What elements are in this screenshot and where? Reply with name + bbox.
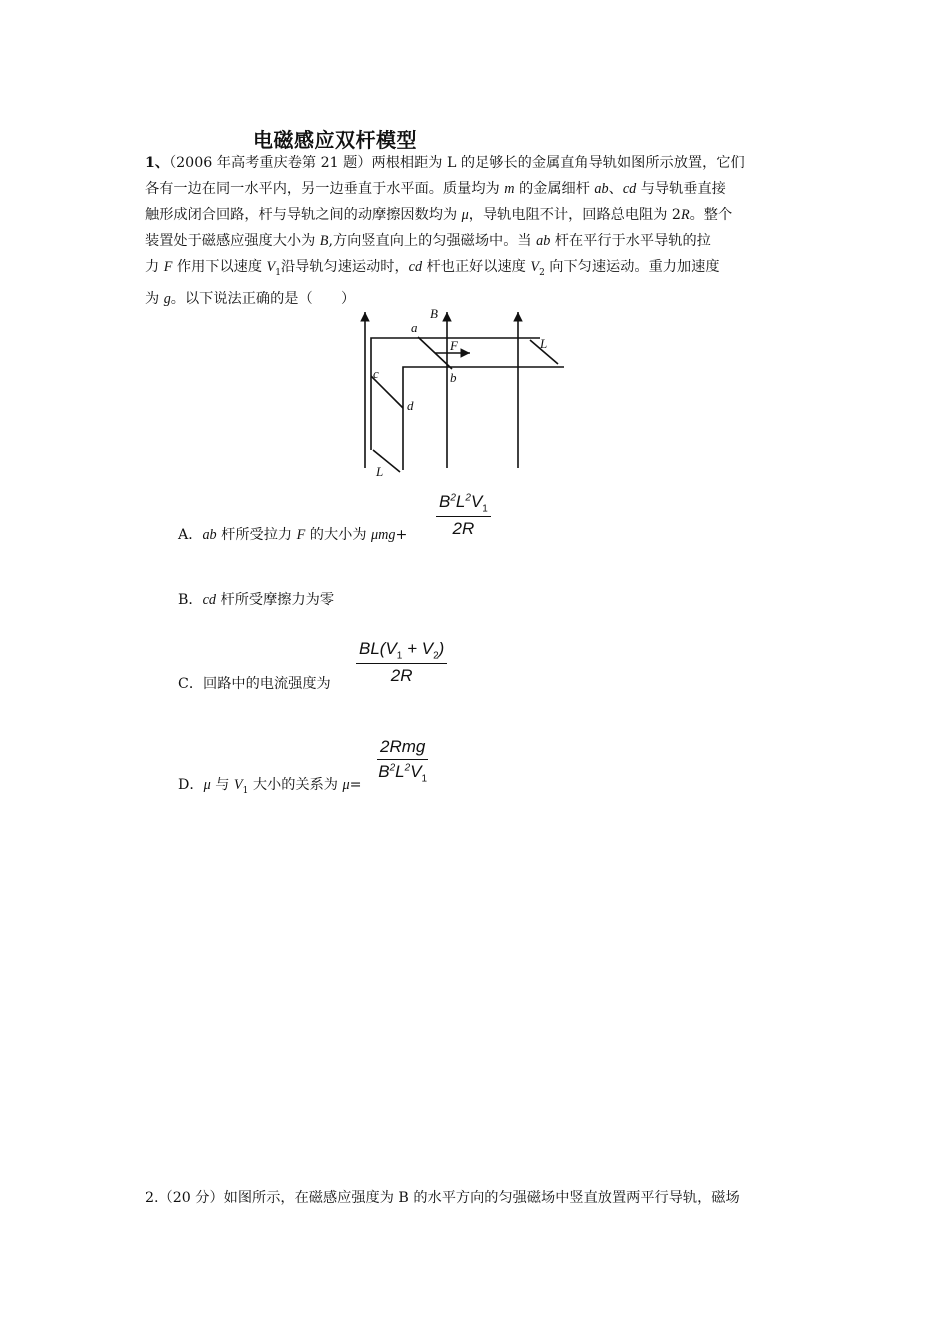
q1-line-1: 1、（2006 年高考重庆卷第 21 题）两根相距为 L 的足够长的金属直角导轨如图所示放置，它们 xyxy=(145,155,745,171)
question-1-stem xyxy=(145,150,810,312)
label-d: d xyxy=(407,398,414,413)
label-b: b xyxy=(450,370,457,385)
option-d: D．μ 与 $V_1$ 大小的关系为 μ= xyxy=(178,777,362,796)
rails-figure xyxy=(340,300,580,485)
option-b: B．cd 杆所受摩擦力为零 xyxy=(178,592,335,608)
label-a: a xyxy=(411,320,418,335)
option-c-prefix: C． xyxy=(178,676,204,692)
option-b-prefix: B． xyxy=(178,592,203,608)
option-a-fraction xyxy=(436,492,491,539)
label-f: F xyxy=(450,338,458,353)
option-a: A．ab 杆所受拉力 F 的大小为 μmg+ xyxy=(178,527,408,543)
option-d-prefix: D． xyxy=(178,777,204,793)
option-c xyxy=(178,673,331,693)
option-c-fraction xyxy=(356,639,447,686)
option-c-denominator: 2R xyxy=(390,666,413,686)
q1-line-5: 力 F 作用下以速度 $V_1$沿导轨匀速运动时，cd 杆也正好以速度 $V_2$ 向下匀速运动。重力加速度 xyxy=(145,259,720,278)
option-d-denominator: $B^2L^2V_1$ xyxy=(378,762,428,785)
option-c-text: 回路中的电流强度为 xyxy=(203,676,331,692)
option-a-denominator: 2R xyxy=(452,519,475,539)
option-d-fraction xyxy=(377,737,428,784)
page-title: 电磁感应双杆模型 xyxy=(253,128,417,152)
option-c-numerator: $BL(V_1 + V_2)$ xyxy=(356,639,447,664)
label-l-bottom: L xyxy=(376,464,384,479)
outer-rail xyxy=(371,338,540,450)
option-d-numerator: 2Rmg xyxy=(377,737,428,760)
label-c: c xyxy=(373,366,379,381)
option-a-prefix: A． xyxy=(178,527,203,543)
q1-line-6: 为 g。以下说法正确的是（ ） xyxy=(145,290,356,307)
inner-rail xyxy=(403,367,564,470)
question-2-stem: 2.（20 分）如图所示，在磁感应强度为 B 的水平方向的匀强磁场中竖直放置两平行导轨，磁场 xyxy=(145,1190,740,1206)
label-b-field: B xyxy=(430,306,438,321)
label-l-top: L xyxy=(540,336,548,351)
q1-line-2: 各有一边在同一水平内，另一边垂直于水平面。质量均为 m 的金属细杆 ab、cd 与导轨垂直接 xyxy=(145,181,726,197)
q1-line-3: 触形成闭合回路，杆与导轨之间的动摩擦因数均为 μ，导轨电阻不计，回路总电阻为 2R。整个 xyxy=(145,207,733,223)
q1-line-4: 装置处于磁感应强度大小为 B,方向竖直向上的匀强磁场中。当 ab 杆在平行于水平导轨的拉 xyxy=(145,233,711,249)
option-a-numerator: $B^2L^2V_1$ xyxy=(436,492,491,517)
question-number: 1、 xyxy=(145,155,170,171)
